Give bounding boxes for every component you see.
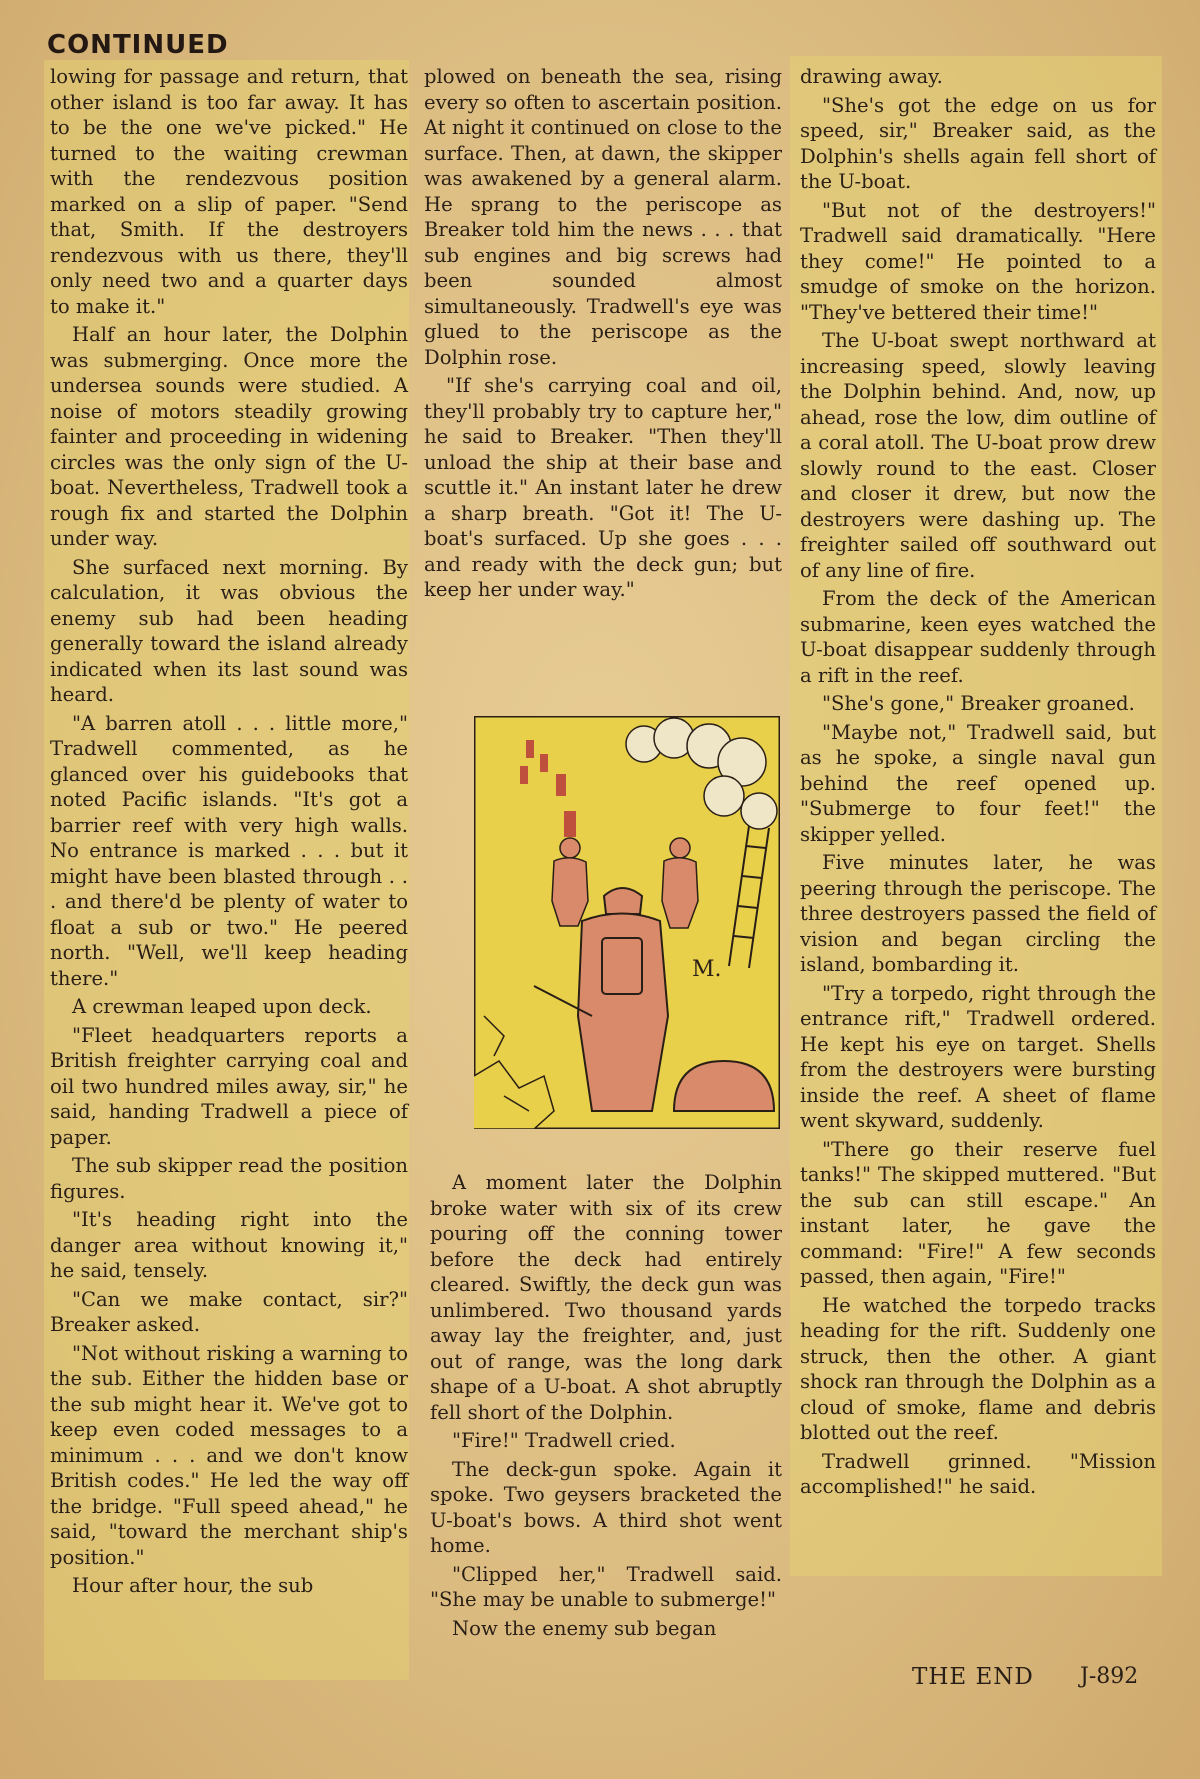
text-column-2-top <box>424 64 782 606</box>
paragraph: "Fire!" Tradwell cried. <box>452 1429 676 1452</box>
paragraph: The sub skipper read the position figures. <box>50 1154 408 1203</box>
the-end-label: THE END <box>912 1664 1034 1690</box>
page-heading: CONTINUED <box>47 30 229 60</box>
paragraph: She surfaced next morning. By calculation, it was obvious the enemy sub had been heading generally toward the island already indicated when its last sound was heard. <box>50 555 408 706</box>
paragraph: Now the enemy sub began <box>452 1616 717 1640</box>
paragraph: He watched the torpedo tracks heading for the rift. Suddenly one struck, then the other. A giant shock ran through the Dolphin as a cloud of smoke, flame and debris blotted out the reef. <box>800 1293 1156 1444</box>
soldiers-illustration <box>474 716 780 1129</box>
text-column-3 <box>800 64 1156 1503</box>
paragraph: A moment later the Dolphin broke water with six of its crew pouring off the conning tower before the deck had entirely cleared. Swiftly, the deck gun was unlimbered. Two thousand yards away lay the freighter, and, just out of range, was the long dark shape of a U-boat. A shot abruptly fell short of the Dolphin. <box>430 1171 782 1424</box>
illustration-svg <box>474 716 780 1129</box>
paragraph: A crewman leaped upon deck. <box>72 995 372 1018</box>
paragraph: Five minutes later, he was peering through the periscope. The three destroyers passed the field of vision and began circling the island, bombarding it. <box>800 851 1156 976</box>
paragraph: From the deck of the American submarine, keen eyes watched the U-boat disappear suddenly through a rift in the reef. <box>800 587 1156 687</box>
paragraph: "But not of the destroyers!" Tradwell said dramatically. "Here they come!" He pointed to a smudge of smoke on the horizon. "They've bettered their time!" <box>800 198 1156 324</box>
text-column-1 <box>50 64 408 1602</box>
paragraph: Half an hour later, the Dolphin was submerging. Once more the undersea sounds were studied. A noise of motors steadily growing fainter and proceeding in widening circles was the only sign of the U-boat. Nevertheless, Tradwell took a rough fix and started the Dolphin under way. <box>50 323 408 550</box>
artist-signature: M. <box>692 957 722 982</box>
paragraph: drawing away. <box>800 65 943 88</box>
paragraph: "Try a torpedo, right through the entrance rift," Tradwell ordered. He kept his eye on target. Shells from the destroyers were bursting inside the reef. A sheet of flame went skyward, suddenly. <box>800 981 1156 1132</box>
paragraph: The deck-gun spoke. Again it spoke. Two geysers bracketed the U-boat's bows. A third shot went home. <box>430 1457 782 1557</box>
paragraph: "Maybe not," Tradwell said, but as he spoke, a single naval gun behind the reef opened up. "Submerge to four feet!" the skipper yelled. <box>800 720 1156 846</box>
text-column-2-bottom <box>430 1170 782 1644</box>
paragraph: "Fleet headquarters reports a British freighter carrying coal and oil two hundred miles away, sir," he said, handing Tradwell a piece of paper. <box>50 1023 408 1149</box>
paragraph: "There go their reserve fuel tanks!" The skipped muttered. "But the sub can still escape." An instant later, he gave the command: "Fire!" A few seconds passed, then again, "Fire!" <box>800 1137 1156 1288</box>
paragraph: lowing for passage and return, that other island is too far away. It has to be the one we've picked." He turned to the waiting crewman with the rendezvous position marked on a slip of paper. "Send that, Smith. If the destroyers rendezvous with us there, they'll only need two and a quarter days to make it." <box>50 65 408 318</box>
paragraph: "She's gone," Breaker groaned. <box>822 692 1135 715</box>
story-code: J-892 <box>1080 1664 1139 1689</box>
paragraph: "Clipped her," Tradwell said. "She may be unable to submerge!" <box>430 1562 782 1611</box>
paragraph: "Not without risking a warning to the sub. Either the hidden base or the sub might hear it. We've got to keep even coded messages to a minimum . . . and we don't know British codes." He led the way off the bridge. "Full speed ahead," he said, "toward the merchant ship's position." <box>50 1341 408 1569</box>
paragraph: "It's heading right into the danger area without knowing it," he said, tensely. <box>50 1208 408 1282</box>
paragraph: The U-boat swept northward at increasing speed, slowly leaving the Dolphin behind. And, now, up ahead, rose the low, dim outline of a coral atoll. The U-boat prow drew slowly round to the east. Closer and closer it drew, but now the destroyers were dashing up. The freighter sailed off southward out of any line of fire. <box>800 329 1156 582</box>
paragraph: Tradwell grinned. "Mission accomplished!" he said. <box>800 1449 1156 1498</box>
paragraph: "A barren atoll . . . little more," Tradwell commented, as he glanced over his guidebooks that noted Pacific islands. "It's got a barrier reef with very high walls. No entrance is marked . . . but it might have been blasted through . . . and there'd be plenty of water to float a sub or two." He peered north. "Well, we'll keep heading there." <box>50 711 408 990</box>
paragraph: "She's got the edge on us for speed, sir," Breaker said, as the Dolphin's shells again fell short of the U-boat. <box>800 93 1156 193</box>
paragraph: Hour after hour, the sub <box>72 1574 314 1597</box>
paragraph: plowed on beneath the sea, rising every so often to ascertain position. At night it continued on close to the surface. Then, at dawn, the skipper was awakened by a general alarm. He sprang to the periscope as Breaker told him the news . . . that sub engines and big screws had been sounded almost simultaneously. Tradwell's eye was glued to the periscope as the Dolphin rose. <box>424 65 782 369</box>
paragraph: "If she's carrying coal and oil, they'll probably try to capture her," he said to Breaker. "Then they'll unload the ship at their base and scuttle it." An instant later he drew a sharp breath. "Got it! The U-boat's surfaced. Up she goes . . . and ready with the deck gun; but keep her under way." <box>424 374 782 601</box>
paragraph: "Can we make contact, sir?" Breaker asked. <box>50 1287 408 1336</box>
